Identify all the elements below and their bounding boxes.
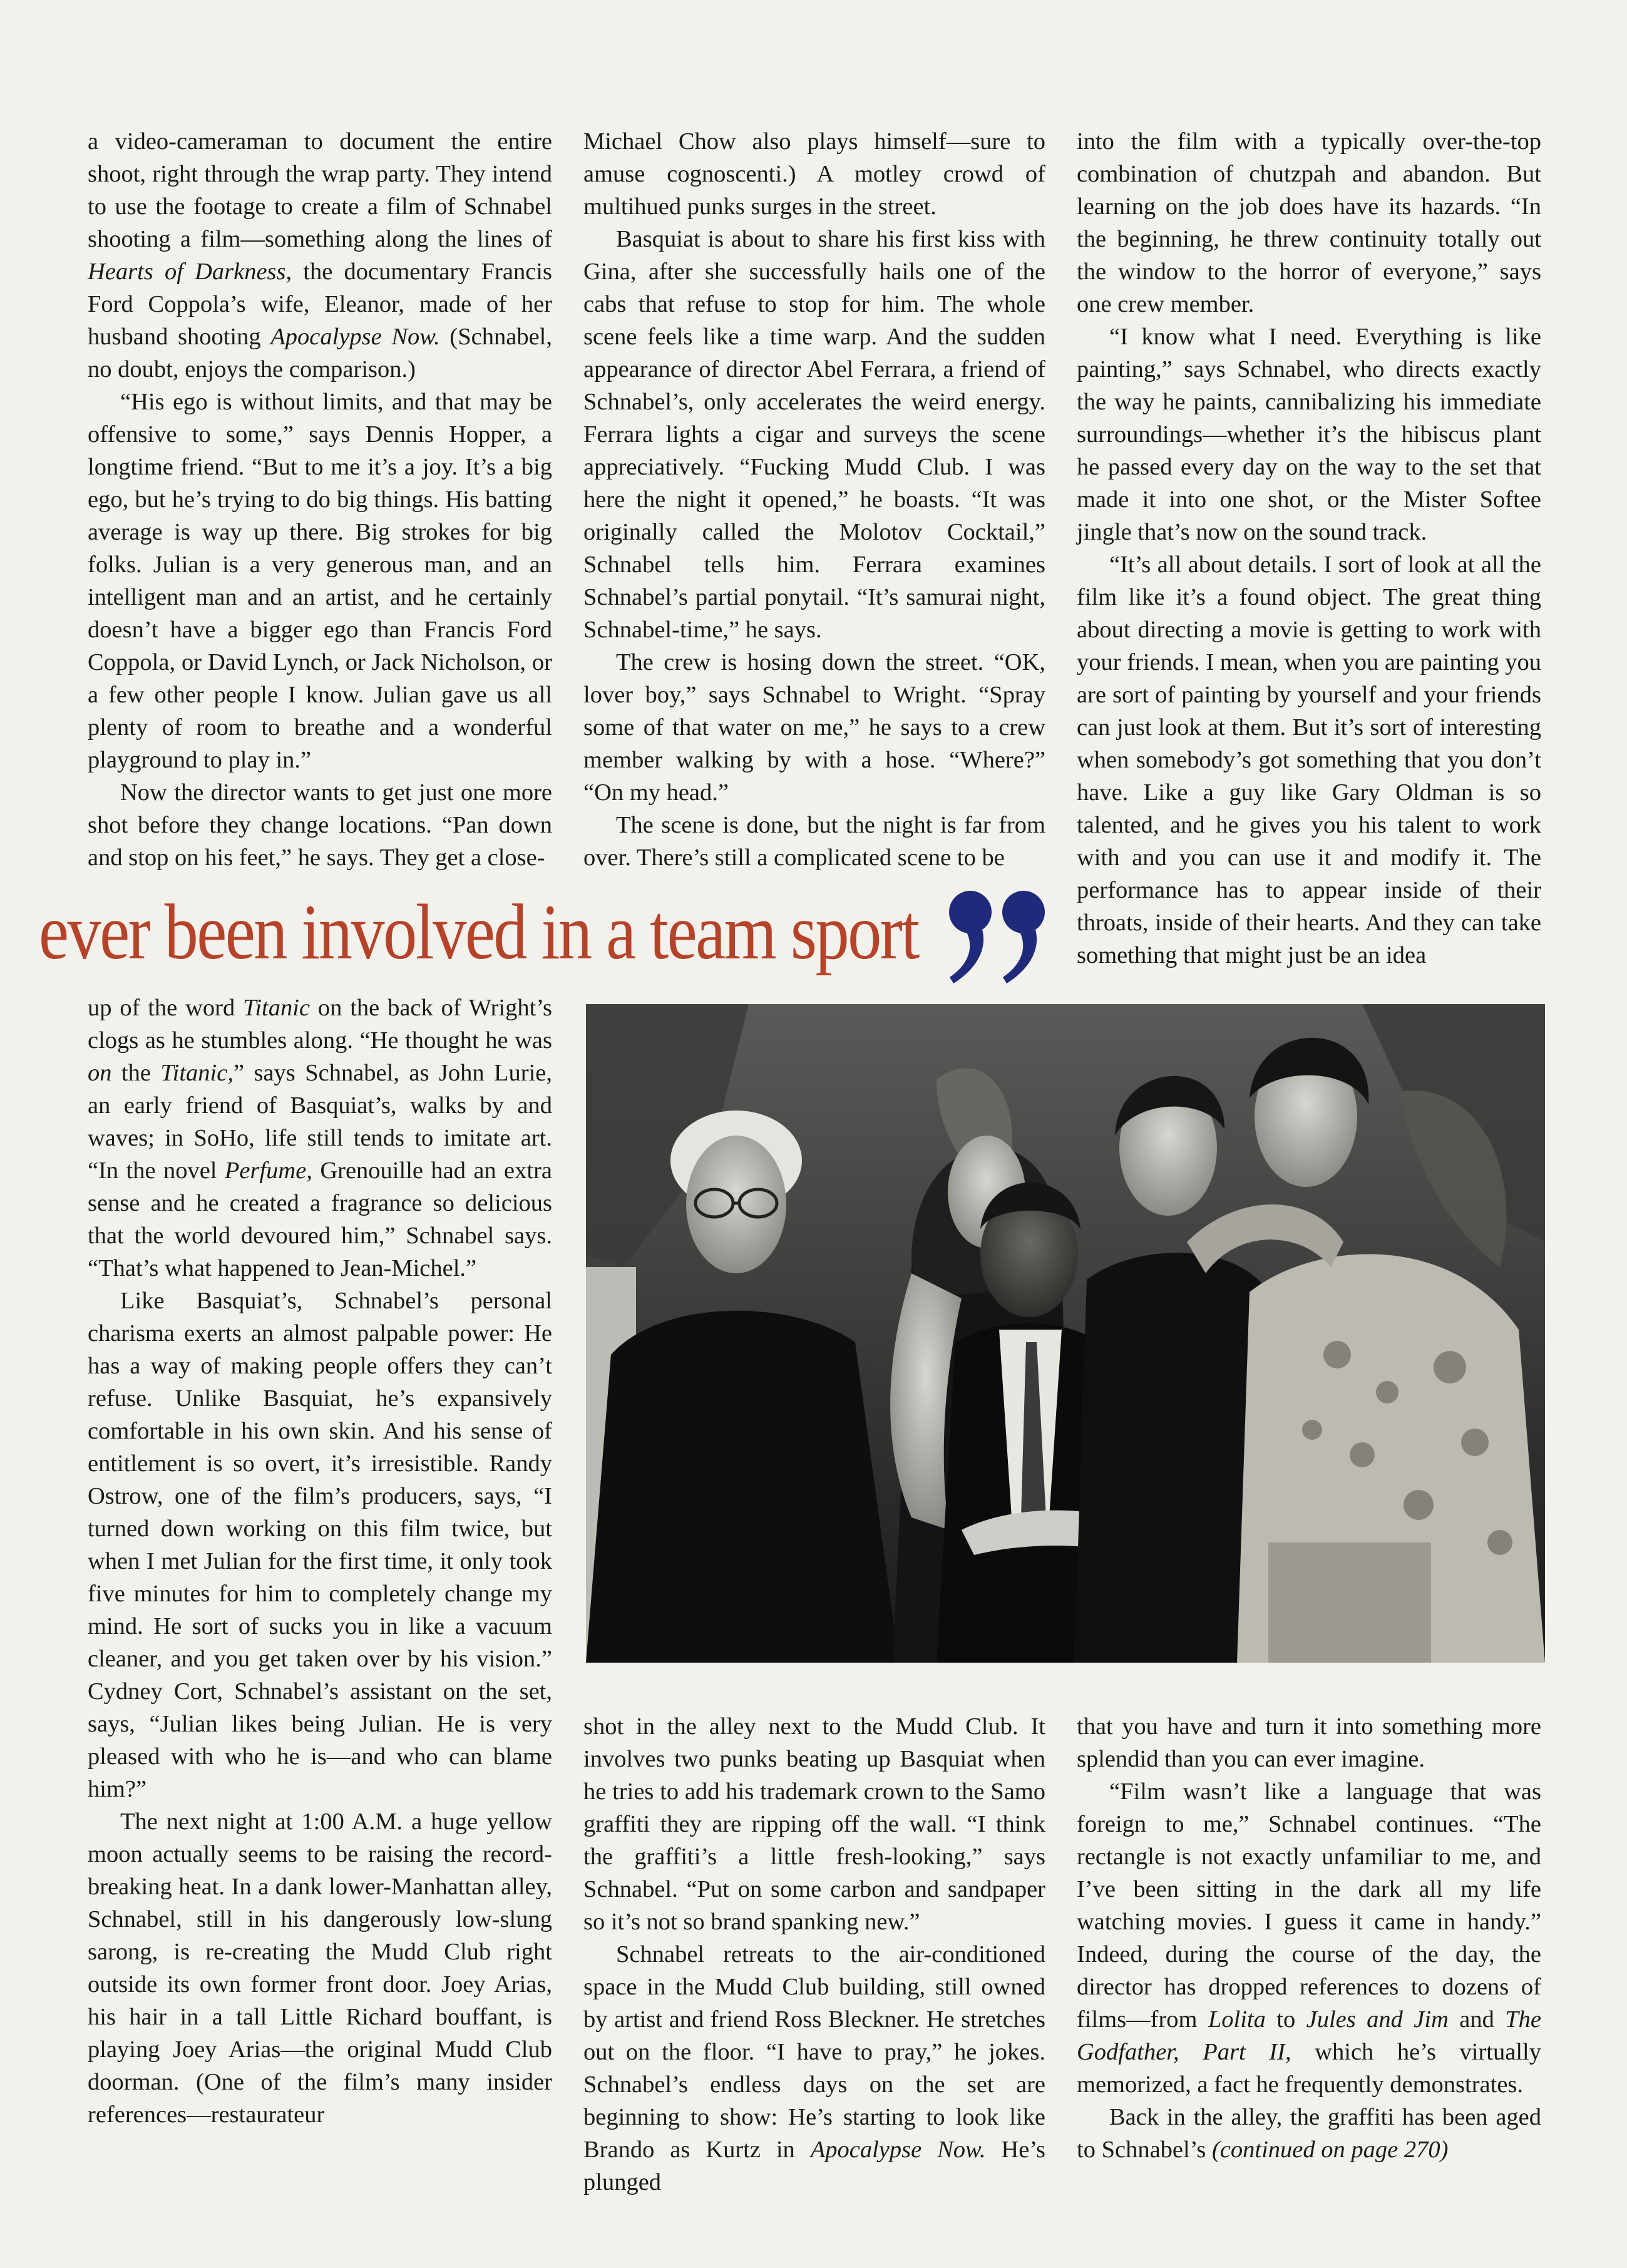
paragraph: Back in the alley, the graffiti has been aged to Schnabel’s (continued on page 270) bbox=[1077, 2104, 1541, 2163]
paragraph: up of the word Titanic on the back of Wright’s clogs as he stumbles along. “He thought he was on the Titanic,” says Schnabel, as John Lurie, an early friend of Basquiat’s, walks by and waves; in SoHo, life still tends to imitate art. “In the novel Perfume, Grenouille had an extra sense and he created a fragrance so delicious that the world devoured him,” Schnabel says. “That’s what happened to Jean-Michel.” bbox=[88, 995, 552, 1281]
closing-quote-mark-icon bbox=[936, 873, 1055, 992]
paragraph: Michael Chow also plays himself—sure to amuse cognoscenti.) A motley crowd of multihued punks surges in the street. bbox=[583, 128, 1045, 220]
article-column-3-bottom bbox=[1077, 1710, 1541, 2167]
paragraph: a video-cameraman to document the entire shoot, right through the wrap party. They intend to use the footage to create a film of Schnabel shooting a film—something along the lines of Hearts of Darkness, the documentary Francis Ford Coppola’s wife, Eleanor, made of her husband shooting Apocalypse Now. (Schnabel, no doubt, enjoys the comparison.) bbox=[88, 128, 552, 382]
group-photo bbox=[586, 1004, 1545, 1663]
article-column-2-bottom bbox=[583, 1710, 1045, 2195]
paragraph: Schnabel retreats to the air-conditioned space in the Mudd Club building, still owned by artist and friend Ross Bleckner. He stretches out on the floor. “I have to pray,” he jokes. Schnabel’s endless days on the set are beginning to show: He’s starting to look like Brando as Kurtz in Apocalypse Now. He’s plunged bbox=[583, 1941, 1045, 2195]
article-column-1-bottom bbox=[88, 992, 552, 2168]
paragraph: The next night at 1:00 A.M. a huge yellow moon actually seems to be raising the record-breaking heat. In a dank lower-Manhattan alley, Schnabel, still in his dangerously low-slung sarong, is re-creating the Mudd Club right outside its own former front door. Joey Arias, his hair in a tall Little Richard bouffant, is playing Joey Arias—the original Mudd Club doorman. (One of the film’s many insider references—restaurateur bbox=[88, 1809, 552, 2128]
paragraph: that you have and turn it into something more splendid than you can ever imagine. bbox=[1077, 1713, 1541, 1772]
paragraph: shot in the alley next to the Mudd Club. It involves two punks beating up Basquiat when he tries to add his trademark crown to the Samo graffiti they are ripping off the wall. “I think the graffiti’s a little fresh-looking,” says Schnabel. “Put on some carbon and sandpaper so it’s not so brand spanking new.” bbox=[583, 1713, 1045, 1935]
paragraph: Basquiat is about to share his first kiss with Gina, after she successfully hails one of the cabs that refuse to stop for him. The whole scene feels like a time warp. And the sudden appearance of director Abel Ferrara, a friend of Schnabel’s, only accelerates the weird energy. Ferrara lights a cigar and surveys the scene appreciatively. “Fucking Mudd Club. I was here the night it opened,” he boasts. “It was originally called the Molotov Cocktail,” Schnabel tells him. Ferrara examines Schnabel’s partial ponytail. “It’s samurai night, Schnabel-time,” he says. bbox=[583, 226, 1045, 643]
paragraph: Like Basquiat’s, Schnabel’s personal charisma exerts an almost palpable power: He has a way of making people offers they can’t refuse. Unlike Basquiat, he’s expansively comfortable in his own skin. And his sense of entitlement is so overt, it’s irresistible. Randy Ostrow, one of the film’s producers, says, “I turned down working on this film twice, but when I met Julian for the first time, it only took five minutes for him to completely change my mind. He sort of sucks you in like a vacuum cleaner, and you get taken over by his vision.” Cydney Cort, Schnabel’s assistant on the set, says, “Julian likes being Julian. He is very pleased with who he is—and who can blame him?” bbox=[88, 1288, 552, 1802]
article-column-3-top bbox=[1077, 125, 1541, 1002]
paragraph: The crew is hosing down the street. “OK, lover boy,” says Schnabel to Wright. “Spray some of that water on me,” he says to a crew member walking by with a hose. “Where?” “On my head.” bbox=[583, 649, 1045, 806]
paragraph: “Film wasn’t like a language that was foreign to me,” Schnabel continues. “The rectangle is not exactly unfamiliar to me, and I’ve been sitting in the dark all my life watching movies. I guess it came in handy.” Indeed, during the course of the day, the director has dropped references to dozens of films—from Lolita to Jules and Jim and The Godfather, Part II, which he’s virtually memorized, a fact he frequently demonstrates. bbox=[1077, 1778, 1541, 2098]
paragraph: into the film with a typically over-the-top combination of chutzpah and abandon. But learning on the job does have its hazards. “In the beginning, he threw continuity totally out the window to the horror of everyone,” says one crew member. bbox=[1077, 128, 1541, 317]
article-column-2-top bbox=[583, 125, 1045, 876]
pull-quote: ever been involved in a team sport bbox=[39, 889, 918, 976]
paragraph: Now the director wants to get just one more shot before they change locations. “Pan down and stop on his feet,” he says. They get a close- bbox=[88, 779, 552, 871]
article-column-1-top bbox=[88, 125, 552, 876]
paragraph: “His ego is without limits, and that may be offensive to some,” says Dennis Hopper, a longtime friend. “But to me it’s a joy. It’s a big ego, but he’s trying to do big things. His batting average is way up there. Big strokes for big folks. Julian is a very generous man, and an intelligent man and an artist, and he certainly doesn’t have a bigger ego than Francis Ford Coppola, or David Lynch, or Jack Nicholson, or a few other people I know. Julian gave us all plenty of room to breathe and a wonderful playground to play in.” bbox=[88, 389, 552, 773]
paragraph: “I know what I need. Everything is like painting,” says Schnabel, who directs exactly the way he paints, cannibalizing his immediate surroundings—whether it’s the hibiscus plant he passed every day on the way to the set that made it into one shot, or the Mister Softee jingle that’s now on the sound track. bbox=[1077, 324, 1541, 545]
paragraph: The scene is done, but the night is far from over. There’s still a complicated scene to be bbox=[583, 812, 1045, 871]
paragraph: “It’s all about details. I sort of look at all the film like it’s a found object. The great thing about directing a movie is getting to work with your friends. I mean, when you are painting you are sort of painting by yourself and your friends can just look at them. But it’s sort of interesting when somebody’s got something that you don’t have. Like a guy like Gary Oldman is so talented, and he gives you his talent to work with and you can use it and modify it. The performance has to appear inside of their throats, inside of their hearts. And they can take something that might just be an idea bbox=[1077, 552, 1541, 968]
